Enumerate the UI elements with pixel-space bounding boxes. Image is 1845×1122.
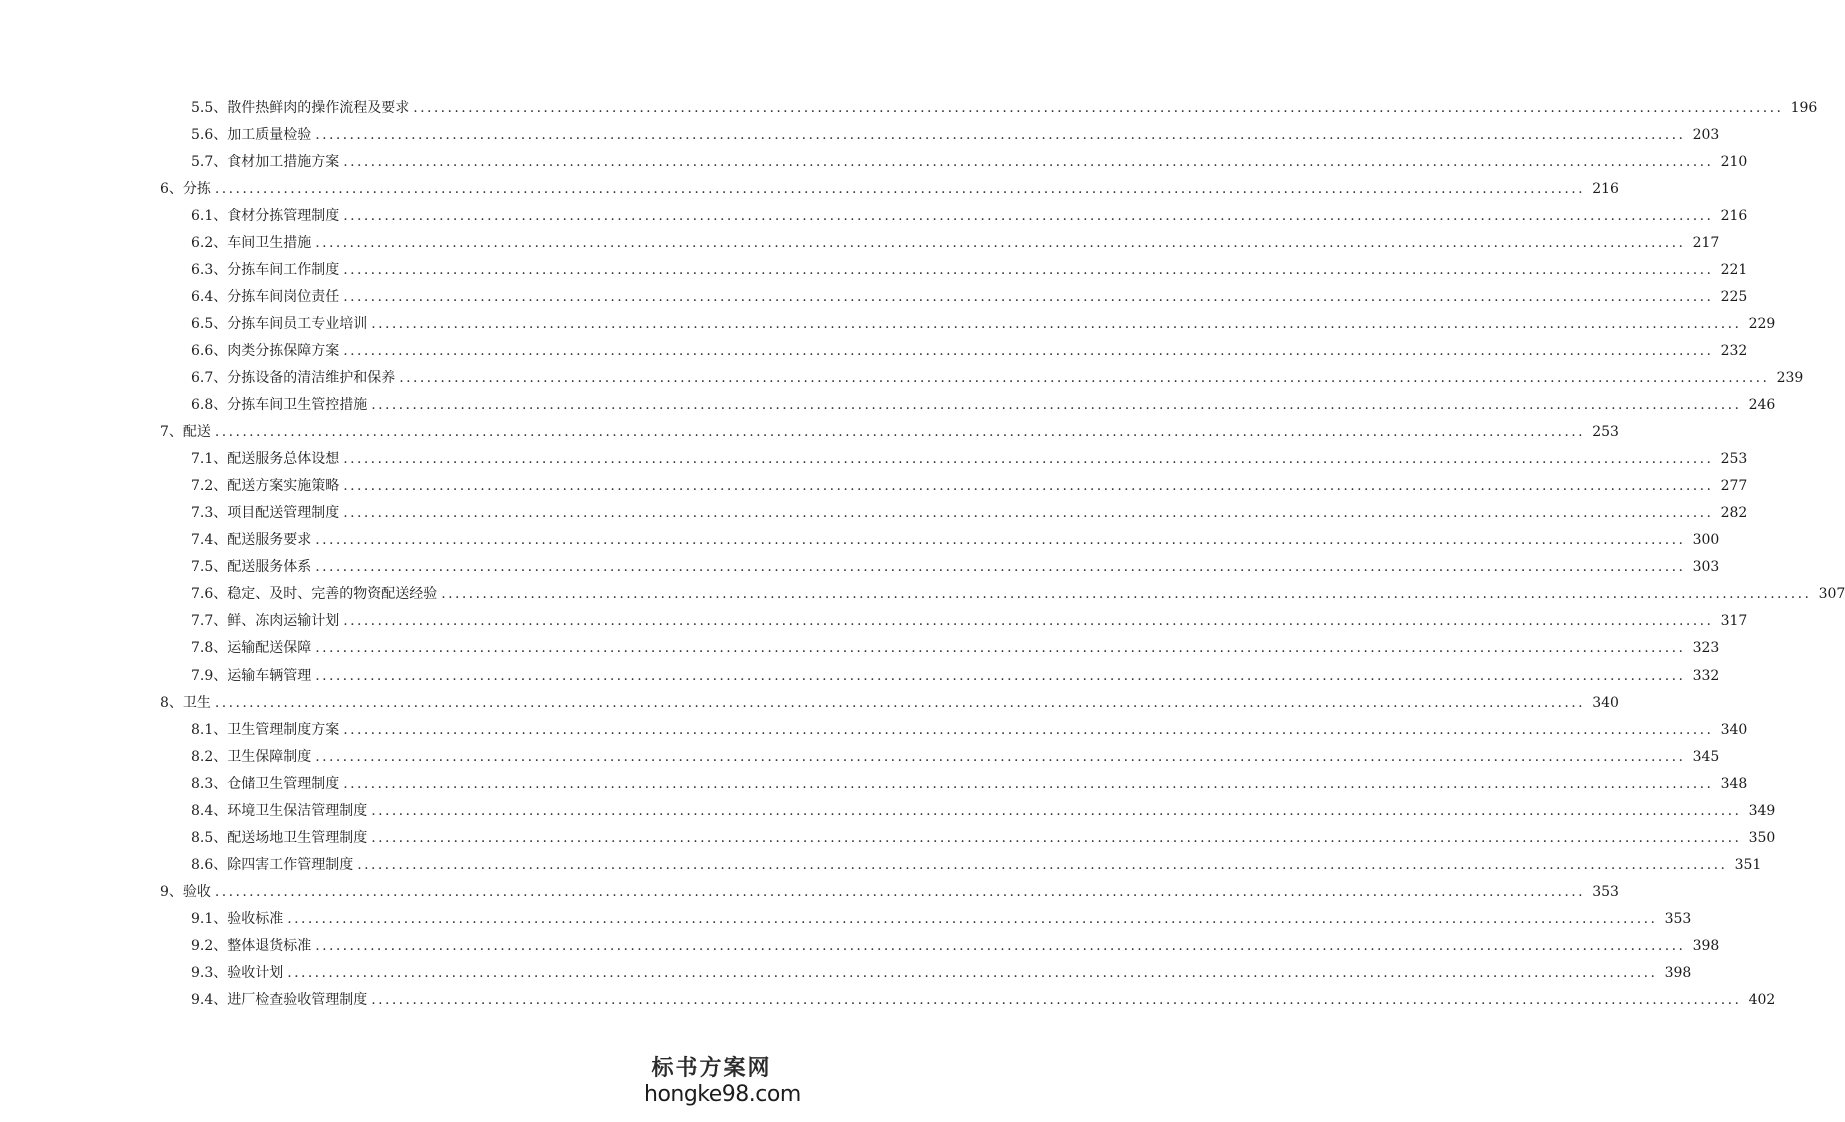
toc-entry-page: 353: [1592, 883, 1619, 900]
toc-entry-title: 卫生管理制度方案: [227, 721, 340, 738]
toc-entry-number: 7.3、: [191, 505, 228, 522]
toc-entry-page: 323: [1692, 640, 1720, 657]
toc-entry-title: 配送场地卫生管理制度: [227, 829, 368, 846]
toc-entry-page: 398: [1664, 965, 1692, 982]
toc-entry-page: 300: [1692, 532, 1720, 549]
toc-entry-title: 车间卫生措施: [227, 234, 312, 251]
toc-entry-page: 196: [1790, 99, 1818, 116]
toc-entry-number: 6.1、: [191, 207, 228, 224]
toc-entry[interactable]: [0, 581, 1845, 608]
toc-leader-dots: ........................................................................................................................................................................................................: [343, 451, 1714, 468]
toc-entry-title: 分拣设备的清洁维护和保养: [227, 369, 396, 386]
toc-entry-number: 9.2、: [191, 937, 228, 954]
toc-entry-title: 配送服务要求: [227, 532, 312, 549]
toc-leader-dots: ........................................................................................................................................................................................................: [214, 424, 1585, 441]
toc-entry-number: 6.3、: [191, 261, 228, 278]
toc-entry-number: 9.1、: [191, 910, 228, 927]
toc-entry[interactable]: [0, 987, 1776, 1014]
toc-entry-number: 7.1、: [191, 451, 228, 468]
toc-entry-title: 配送服务体系: [227, 559, 312, 576]
toc-leader-dots: ........................................................................................................................................................................................................: [343, 478, 1714, 495]
toc-entry-title: 配送: [182, 424, 211, 441]
toc-leader-dots: ........................................................................................................................................................................................................: [315, 126, 1686, 143]
toc-entry-number: 8.6、: [191, 856, 228, 873]
toc-entry-page: 253: [1592, 424, 1619, 441]
toc-entry-page: 303: [1692, 559, 1720, 576]
toc-entry-page: 340: [1592, 694, 1619, 711]
toc-entry-page: 345: [1692, 748, 1720, 765]
toc-entry-title: 稳定、及时、完善的物资配送经验: [227, 586, 438, 603]
toc-entry[interactable]: [0, 905, 1692, 932]
toc-entry[interactable]: [0, 337, 1748, 364]
toc-entry-page: 217: [1692, 234, 1720, 251]
toc-entry-title: 分拣车间工作制度: [227, 261, 340, 278]
toc-entry-title: 肉类分拣保障方案: [227, 342, 340, 359]
toc-leader-dots: ........................................................................................................................................................................................................: [214, 883, 1585, 900]
toc-entry[interactable]: [0, 500, 1748, 527]
toc-entry[interactable]: [0, 229, 1720, 256]
toc-entry-title: 运输车辆管理: [227, 667, 312, 684]
toc-entry-number: 6.8、: [191, 397, 228, 414]
toc-entry-page: 350: [1748, 829, 1776, 846]
toc-entry[interactable]: [0, 960, 1692, 987]
toc-entry-title: 验收: [182, 883, 211, 900]
toc-entry-number: 7.7、: [191, 613, 228, 630]
toc-entry-title: 鲜、冻肉运输计划: [227, 613, 340, 630]
table-of-contents: [0, 94, 1845, 1014]
toc-entry-page: 398: [1692, 937, 1720, 954]
toc-entry-page: 353: [1664, 910, 1692, 927]
toc-entry-number: 6.4、: [191, 288, 228, 305]
toc-leader-dots: ........................................................................................................................................................................................................: [287, 910, 1658, 927]
toc-leader-dots: ........................................................................................................................................................................................................: [371, 315, 1742, 332]
toc-entry-title: 环境卫生保洁管理制度: [227, 802, 368, 819]
toc-entry[interactable]: [0, 364, 1804, 391]
toc-leader-dots: ........................................................................................................................................................................................................: [371, 992, 1742, 1009]
toc-entry[interactable]: [0, 608, 1748, 635]
toc-entry[interactable]: [0, 554, 1720, 581]
toc-entry-page: 210: [1720, 153, 1748, 170]
toc-leader-dots: ........................................................................................................................................................................................................: [315, 234, 1686, 251]
toc-entry-title: 卫生保障制度: [227, 748, 312, 765]
toc-entry-title: 配送服务总体设想: [227, 451, 340, 468]
toc-entry-title: 分拣车间员工专业培训: [227, 315, 368, 332]
toc-entry-number: 6.5、: [191, 315, 228, 332]
toc-entry[interactable]: [0, 851, 1762, 878]
toc-entry-page: 349: [1748, 802, 1776, 819]
watermark-title: 标书方案网: [651, 1056, 772, 1081]
toc-entry-page: 351: [1734, 856, 1762, 873]
toc-entry-title: 食材加工措施方案: [227, 153, 340, 170]
toc-entry-page: 332: [1692, 667, 1720, 684]
toc-entry[interactable]: [0, 635, 1720, 662]
toc-entry-page: 348: [1720, 775, 1748, 792]
toc-entry-number: 6.7、: [191, 369, 228, 386]
toc-leader-dots: ........................................................................................................................................................................................................: [371, 397, 1742, 414]
toc-leader-dots: ........................................................................................................................................................................................................: [315, 640, 1686, 657]
toc-leader-dots: ........................................................................................................................................................................................................: [315, 937, 1686, 954]
toc-leader-dots: ........................................................................................................................................................................................................: [315, 748, 1686, 765]
toc-entry-page: 277: [1720, 478, 1748, 495]
toc-entry-title: 验收计划: [227, 965, 284, 982]
toc-entry[interactable]: [0, 878, 1619, 905]
toc-entry-title: 分拣车间岗位责任: [227, 288, 340, 305]
toc-entry-title: 整体退货标准: [227, 937, 312, 954]
toc-entry[interactable]: [0, 797, 1776, 824]
toc-entry[interactable]: [0, 94, 1818, 121]
toc-leader-dots: ........................................................................................................................................................................................................: [343, 721, 1714, 738]
toc-entry-page: 340: [1720, 721, 1748, 738]
toc-entry[interactable]: [0, 689, 1619, 716]
toc-entry-title: 分拣: [182, 180, 211, 197]
toc-entry-number: 8.4、: [191, 802, 228, 819]
toc-leader-dots: ........................................................................................................................................................................................................: [357, 856, 1728, 873]
watermark-url: hongke98.com: [644, 1082, 801, 1107]
toc-entry-title: 除四害工作管理制度: [227, 856, 354, 873]
toc-leader-dots: ........................................................................................................................................................................................................: [399, 369, 1770, 386]
toc-entry[interactable]: [0, 283, 1748, 310]
toc-leader-dots: ........................................................................................................................................................................................................: [343, 261, 1714, 278]
toc-entry-title: 配送方案实施策略: [227, 478, 340, 495]
toc-entry-page: 253: [1720, 451, 1748, 468]
toc-entry-number: 5.6、: [191, 126, 228, 143]
toc-leader-dots: ........................................................................................................................................................................................................: [343, 342, 1714, 359]
toc-leader-dots: ........................................................................................................................................................................................................: [441, 586, 1812, 603]
toc-entry[interactable]: [0, 716, 1748, 743]
toc-leader-dots: ........................................................................................................................................................................................................: [287, 965, 1658, 982]
toc-entry-page: 282: [1720, 505, 1748, 522]
toc-leader-dots: ........................................................................................................................................................................................................: [315, 559, 1686, 576]
toc-entry-title: 分拣车间卫生管控措施: [227, 397, 368, 414]
toc-entry[interactable]: [0, 256, 1748, 283]
watermark-logo: [644, 1056, 801, 1114]
toc-leader-dots: ........................................................................................................................................................................................................: [343, 153, 1714, 170]
toc-entry[interactable]: [0, 446, 1748, 473]
toc-leader-dots: ........................................................................................................................................................................................................: [371, 829, 1742, 846]
toc-entry-number: 7.9、: [191, 667, 228, 684]
toc-entry[interactable]: [0, 770, 1748, 797]
toc-entry-page: 216: [1592, 180, 1619, 197]
toc-entry-title: 运输配送保障: [227, 640, 312, 657]
toc-entry[interactable]: [0, 932, 1720, 959]
toc-entry-number: 6.6、: [191, 342, 228, 359]
toc-leader-dots: ........................................................................................................................................................................................................: [343, 775, 1714, 792]
toc-entry[interactable]: [0, 743, 1720, 770]
toc-entry-number: 9、: [160, 883, 183, 900]
toc-leader-dots: ........................................................................................................................................................................................................: [214, 694, 1585, 711]
toc-entry-title: 仓储卫生管理制度: [227, 775, 340, 792]
toc-entry[interactable]: [0, 148, 1748, 175]
toc-leader-dots: ........................................................................................................................................................................................................: [315, 667, 1686, 684]
toc-entry-number: 8、: [160, 694, 183, 711]
toc-entry-title: 进厂检查验收管理制度: [227, 992, 368, 1009]
toc-entry[interactable]: [0, 392, 1776, 419]
toc-entry[interactable]: [0, 527, 1720, 554]
toc-entry-number: 7.2、: [191, 478, 228, 495]
toc-entry-page: 203: [1692, 126, 1720, 143]
toc-entry-number: 9.3、: [191, 965, 228, 982]
toc-leader-dots: ........................................................................................................................................................................................................: [343, 505, 1714, 522]
toc-entry[interactable]: [0, 121, 1720, 148]
toc-leader-dots: ........................................................................................................................................................................................................: [343, 207, 1714, 224]
toc-entry-title: 散件热鲜肉的操作流程及要求: [227, 99, 410, 116]
toc-entry-page: 239: [1776, 369, 1804, 386]
toc-entry-page: 225: [1720, 288, 1748, 305]
toc-leader-dots: ........................................................................................................................................................................................................: [214, 180, 1585, 197]
toc-entry-page: 221: [1720, 261, 1748, 278]
toc-leader-dots: ........................................................................................................................................................................................................: [343, 613, 1714, 630]
toc-entry[interactable]: [0, 662, 1720, 689]
toc-entry-title: 加工质量检验: [227, 126, 312, 143]
toc-entry-page: 307: [1818, 586, 1845, 603]
toc-entry-number: 8.1、: [191, 721, 228, 738]
toc-entry-number: 5.5、: [191, 99, 228, 116]
toc-entry-number: 6、: [160, 180, 183, 197]
toc-entry-page: 317: [1720, 613, 1748, 630]
toc-entry[interactable]: [0, 310, 1776, 337]
toc-entry-number: 7.8、: [191, 640, 228, 657]
toc-entry-title: 食材分拣管理制度: [227, 207, 340, 224]
toc-entry-number: 6.2、: [191, 234, 228, 251]
toc-entry-number: 8.2、: [191, 748, 228, 765]
toc-entry-number: 8.3、: [191, 775, 228, 792]
toc-entry[interactable]: [0, 473, 1748, 500]
toc-entry-number: 7.5、: [191, 559, 228, 576]
toc-entry-page: 216: [1720, 207, 1748, 224]
toc-entry-number: 7、: [160, 424, 183, 441]
toc-entry-page: 402: [1748, 992, 1776, 1009]
toc-entry-page: 246: [1748, 397, 1776, 414]
toc-leader-dots: ........................................................................................................................................................................................................: [315, 532, 1686, 549]
toc-entry-number: 8.5、: [191, 829, 228, 846]
toc-entry-number: 7.6、: [191, 586, 228, 603]
toc-entry-title: 验收标准: [227, 910, 284, 927]
toc-entry-number: 5.7、: [191, 153, 228, 170]
toc-leader-dots: ........................................................................................................................................................................................................: [371, 802, 1742, 819]
toc-entry-number: 9.4、: [191, 992, 228, 1009]
toc-entry[interactable]: [0, 419, 1619, 446]
toc-entry-title: 项目配送管理制度: [227, 505, 340, 522]
toc-leader-dots: ........................................................................................................................................................................................................: [343, 288, 1714, 305]
toc-entry-number: 7.4、: [191, 532, 228, 549]
toc-entry[interactable]: [0, 175, 1619, 202]
toc-entry-page: 229: [1748, 315, 1776, 332]
toc-entry[interactable]: [0, 202, 1748, 229]
toc-leader-dots: ........................................................................................................................................................................................................: [413, 99, 1784, 116]
toc-entry-page: 232: [1720, 342, 1748, 359]
toc-entry[interactable]: [0, 824, 1776, 851]
toc-entry-title: 卫生: [182, 694, 211, 711]
